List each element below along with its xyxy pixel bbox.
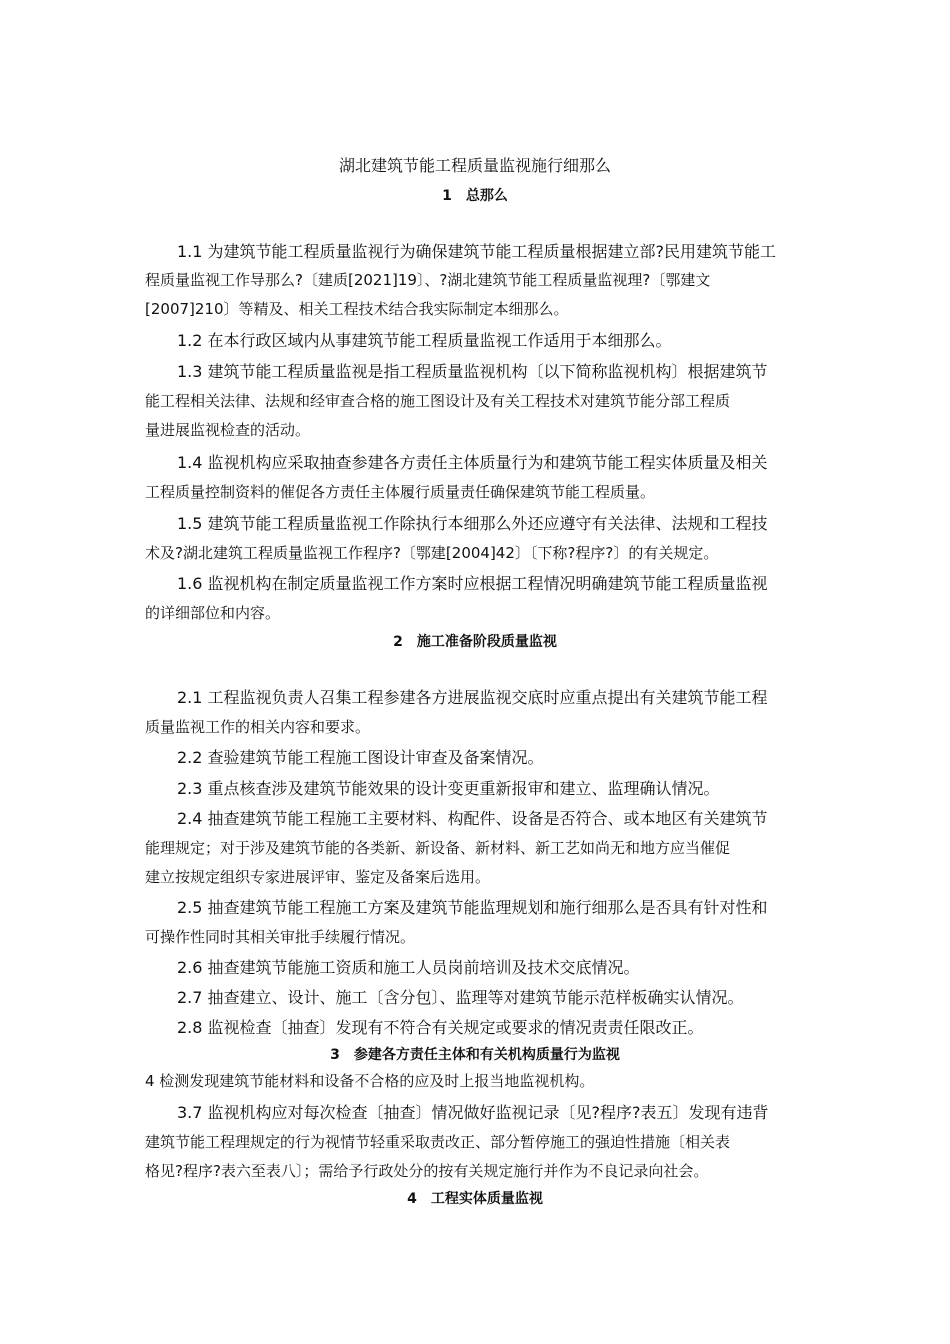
paragraph-2-6: 2.6 抽查建筑节能施工资质和施工人员岗前培训及技术交底情况。 <box>177 958 640 977</box>
paragraph-2-4-line-2: 能理规定；对于涉及建筑节能的各类新、新设备、新材料、新工艺如尚无和地方应当催促 <box>145 839 731 857</box>
paragraph-2-2: 2.2 查验建筑节能工程施工图设计审查及备案情况。 <box>177 748 544 767</box>
paragraph-2-1-line-1: 2.1 工程监视负责人召集工程参建各方进展监视交底时应重点提出有关建筑节能工程 <box>177 688 768 707</box>
section-heading-3: 3 参建各方责任主体和有关机构质量行为监视 <box>330 1047 620 1063</box>
paragraph-1-1-line-1: 1.1 为建筑节能工程质量监视行为确保建筑节能工程质量根据建立部?民用建筑节能工 <box>177 242 777 261</box>
paragraph-2-8: 2.8 监视检查〔抽查〕发现有不符合有关规定或要求的情况责责任限改正。 <box>177 1018 704 1037</box>
paragraph-1-1-line-2: 程质量监视工作导那么?〔建质[2021]19〕、?湖北建筑节能工程质量监视理?〔鄂建文 <box>145 271 711 289</box>
paragraph-1-1-line-3: [2007]210〕等精及、相关工程技术结合我实际制定本细那么。 <box>145 300 569 318</box>
paragraph-1-6-line-2: 的详细部位和内容。 <box>145 604 281 622</box>
paragraph-2-4-line-1: 2.4 抽查建筑节能工程施工主要材料、构配件、设备是否符合、或本地区有关建筑节 <box>177 809 768 828</box>
paragraph-2-3: 2.3 重点核查涉及建筑节能效果的设计变更重新报审和建立、监理确认情况。 <box>177 779 720 798</box>
paragraph-3-7-line-3: 格见?程序?表六至表八〕；需给予行政处分的按有关规定施行并作为不良记录向社会。 <box>145 1162 709 1180</box>
paragraph-1-2: 1.2 在本行政区域内从事建筑节能工程质量监视工作适用于本细那么。 <box>177 331 672 350</box>
paragraph-1-3-line-2: 能工程相关法律、法规和经审查合格的施工图设计及有关工程技术对建筑节能分部工程质 <box>145 392 731 410</box>
paragraph-2-5-line-1: 2.5 抽查建筑节能工程施工方案及建筑节能监理规划和施行细那么是否具有针对性和 <box>177 898 768 917</box>
section-heading-1: 1 总那么 <box>442 188 508 204</box>
section-heading-2: 2 施工准备阶段质量监视 <box>393 634 557 650</box>
paragraph-2-7: 2.7 抽查建立、设计、施工〔含分包〕、监理等对建筑节能示范样板确实认情况。 <box>177 988 744 1007</box>
paragraph-1-4-line-2: 工程质量控制资料的催促各方责任主体履行质量责任确保建筑节能工程质量。 <box>145 483 656 501</box>
paragraph-3-7-line-1: 3.7 监视机构应对每次检查〔抽查〕情况做好监视记录〔见?程序?表五〕发现有违背 <box>177 1103 769 1122</box>
paragraph-1-4-line-1: 1.4 监视机构应采取抽查参建各方责任主体质量行为和建筑节能工程实体质量及相关 <box>177 453 768 472</box>
paragraph-1-5-line-1: 1.5 建筑节能工程质量监视工作除执行本细那么外还应遵守有关法律、法规和工程技 <box>177 514 768 533</box>
paragraph-3-4: 4 检测发现建筑节能材料和设备不合格的应及时上报当地监视机构。 <box>145 1072 595 1090</box>
paragraph-1-3-line-3: 量进展监视检查的活动。 <box>145 421 311 439</box>
paragraph-1-6-line-1: 1.6 监视机构在制定质量监视工作方案时应根据工程情况明确建筑节能工程质量监视 <box>177 574 768 593</box>
paragraph-1-3-line-1: 1.3 建筑节能工程质量监视是指工程质量监视机构〔以下简称监视机构〕根据建筑节 <box>177 362 768 381</box>
document-title: 湖北建筑节能工程质量监视施行细那么 <box>338 156 611 175</box>
paragraph-2-1-line-2: 质量监视工作的相关内容和要求。 <box>145 718 371 736</box>
section-heading-4: 4 工程实体质量监视 <box>407 1191 543 1207</box>
paragraph-1-5-line-2: 术及?湖北建筑工程质量监视工作程序?〔鄂建[2004]42〕〔下称?程序?〕的有关规定。 <box>145 544 719 562</box>
paragraph-2-4-line-3: 建立按规定组织专家进展评审、鉴定及备案后选用。 <box>145 868 491 886</box>
paragraph-2-5-line-2: 可操作性同时其相关审批手续履行情况。 <box>145 928 416 946</box>
paragraph-3-7-line-2: 建筑节能工程理规定的行为视情节轻重采取责改正、部分暂停施工的强迫性措施〔相关表 <box>145 1133 731 1151</box>
